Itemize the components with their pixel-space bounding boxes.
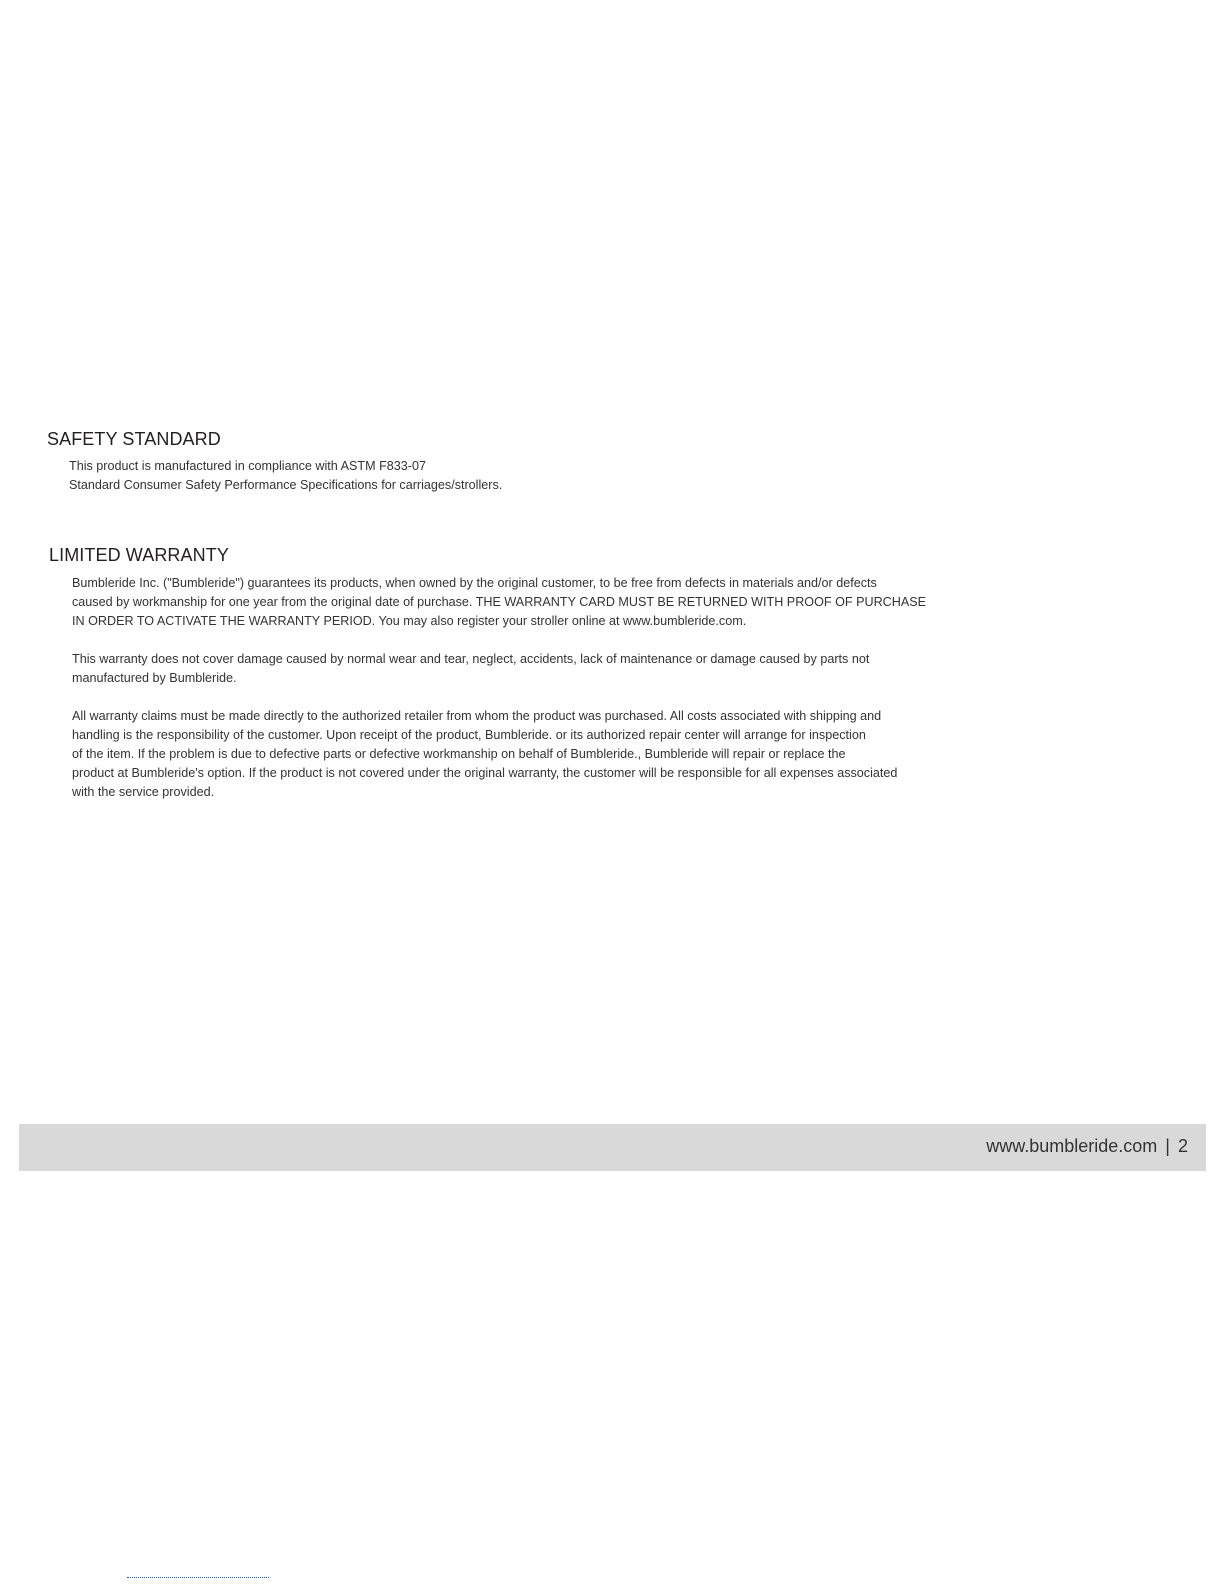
warranty-paragraph-3-line: handling is the responsibility of the customer. Upon receipt of the product, Bumbleride. or its authorized repair center will arrange for inspection	[72, 728, 866, 742]
safety-standard-heading: SAFETY STANDARD	[47, 429, 221, 449]
link-underline-divider	[127, 1577, 269, 1579]
warranty-paragraph-1-line: IN ORDER TO ACTIVATE THE WARRANTY PERIOD. You may also register your stroller online at www.bumbleride.com.	[72, 614, 747, 628]
footer-separator: |	[1165, 1136, 1170, 1156]
warranty-paragraph-3-line: All warranty claims must be made directly to the authorized retailer from whom the product was purchased. All costs associated with shipping and	[72, 709, 882, 723]
warranty-paragraph-3-line: with the service provided.	[72, 785, 215, 799]
warranty-paragraph-1-line: caused by workmanship for one year from the original date of purchase. THE WARRANTY CARD MUST BE RETURNED WITH PROOF OF PURCHASE	[72, 595, 927, 609]
safety-line: Standard Consumer Safety Performance Specifications for carriages/strollers.	[69, 478, 503, 492]
warranty-paragraph-2-line: manufactured by Bumbleride.	[72, 671, 237, 685]
safety-line: This product is manufactured in compliance with ASTM F833-07	[69, 459, 426, 473]
footer-website-link[interactable]: www.bumbleride.com	[986, 1136, 1158, 1156]
warranty-paragraph-3-line: product at Bumbleride's option. If the product is not covered under the original warranty, the customer will be responsible for all expenses associated	[72, 766, 898, 780]
warranty-paragraph-3-line: of the item. If the problem is due to defective parts or defective workmanship on behalf of Bumbleride., Bumbleride will repair or replace the	[72, 747, 846, 761]
footer-text	[986, 1136, 1188, 1157]
footer-band	[19, 1124, 1206, 1171]
warranty-paragraph-2-line: This warranty does not cover damage caused by normal wear and tear, neglect, accidents, lack of maintenance or damage caused by parts not	[72, 652, 870, 666]
limited-warranty-heading: LIMITED WARRANTY	[49, 545, 229, 565]
page-number: 2	[1177, 1136, 1188, 1156]
warranty-paragraph-1-line: Bumbleride Inc. ("Bumbleride") guarantees its products, when owned by the original customer, to be free from defects in materials and/or defects	[72, 576, 877, 590]
